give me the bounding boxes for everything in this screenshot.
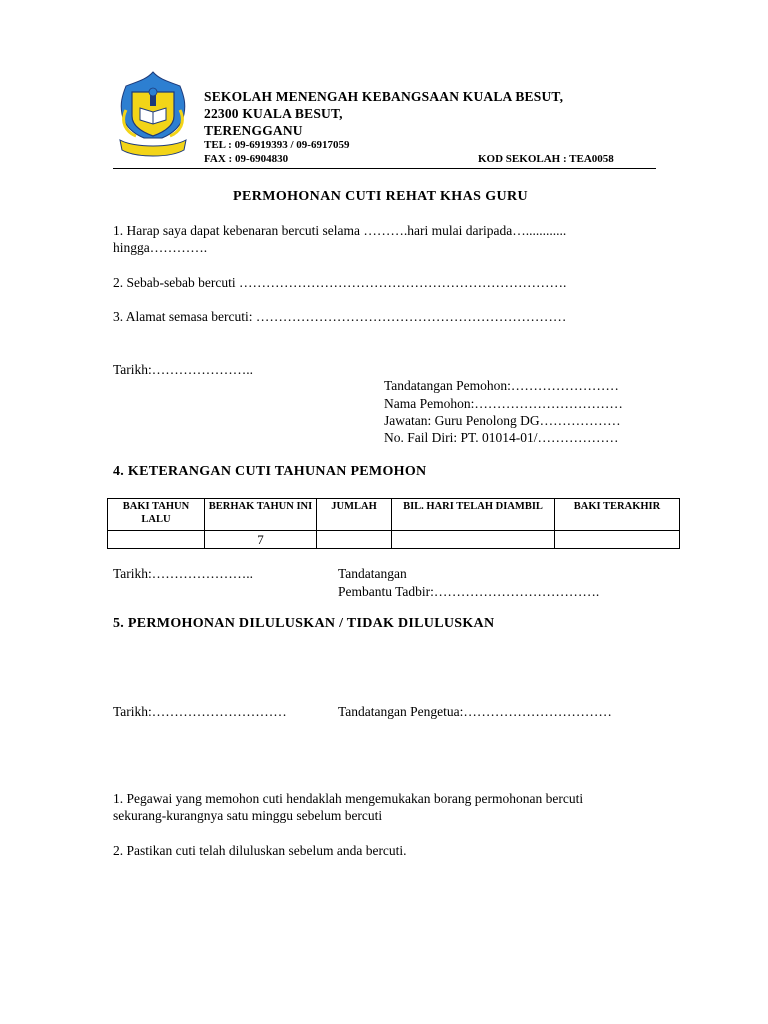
applicant-position: Jawatan: Guru Penolong DG……………… (384, 413, 621, 428)
item3-text: 3. Alamat semasa bercuti: …………………………………………………………… (113, 309, 567, 324)
section5-date: Tarikh:………………………… (113, 704, 287, 719)
section4-signature-label: Tandatangan (338, 566, 407, 581)
cell-baki-terakhir (555, 531, 680, 549)
cell-berhak-tahun-ini: 7 (205, 531, 317, 549)
applicant-date: Tarikh:………………….. (113, 362, 254, 377)
header-divider (113, 168, 656, 169)
section4-signature-line: Pembantu Tadbir:………………………………. (338, 584, 600, 599)
note-2: 2. Pastikan cuti telah diluluskan sebelum anda bercuti. (113, 843, 407, 858)
cell-jumlah (317, 531, 392, 549)
section5-title: 5. PERMOHONAN DILULUSKAN / TIDAK DILULUSKAN (113, 616, 495, 631)
col-bil-hari-diambil: BIL. HARI TELAH DIAMBIL (392, 499, 555, 531)
item2-text: 2. Sebab-sebab bercuti ………………………………………………………………. (113, 275, 567, 290)
leave-table-header (108, 499, 680, 531)
section4-title: 4. KETERANGAN CUTI TAHUNAN PEMOHON (113, 464, 427, 479)
section5-signature: Tandatangan Pengetua:…………………………… (338, 704, 612, 719)
school-code: KOD SEKOLAH : TEA0058 (478, 153, 614, 165)
col-baki-tahun-lalu: BAKI TAHUN LALU (108, 499, 205, 531)
section4-date: Tarikh:………………….. (113, 566, 254, 581)
cell-baki-tahun-lalu (108, 531, 205, 549)
school-address-line1: 22300 KUALA BESUT, (204, 106, 343, 121)
school-tel: TEL : 09-6919393 / 09-6917059 (204, 139, 350, 151)
item1-text: 1. Harap saya dapat kebenaran bercuti selama ……….hari mulai daripada…............ (113, 223, 567, 238)
form-title: PERMOHONAN CUTI REHAT KHAS GURU (233, 189, 529, 204)
applicant-signature: Tandatangan Pemohon:…………………… (384, 378, 619, 393)
school-address-line2: TERENGGANU (204, 123, 303, 138)
note-1-cont: sekurang-kurangnya satu minggu sebelum bercuti (113, 808, 383, 823)
leave-table (107, 498, 680, 549)
col-baki-terakhir: BAKI TERAKHIR (555, 499, 680, 531)
school-name: SEKOLAH MENENGAH KEBANGSAAN KUALA BESUT, (204, 89, 564, 104)
leave-table-row (108, 531, 680, 549)
col-jumlah: JUMLAH (317, 499, 392, 531)
applicant-file-no: No. Fail Diri: PT. 01014-01/……………… (384, 430, 619, 445)
cell-bil-hari-diambil (392, 531, 555, 549)
school-fax: FAX : 09-6904830 (204, 153, 289, 165)
note-1: 1. Pegawai yang memohon cuti hendaklah mengemukakan borang permohonan bercuti (113, 791, 584, 806)
school-logo (116, 70, 190, 158)
col-berhak-tahun-ini: BERHAK TAHUN INI (205, 499, 317, 531)
applicant-name: Nama Pemohon:…………………………… (384, 396, 623, 411)
item1-text-cont: hingga…………. (113, 240, 208, 255)
